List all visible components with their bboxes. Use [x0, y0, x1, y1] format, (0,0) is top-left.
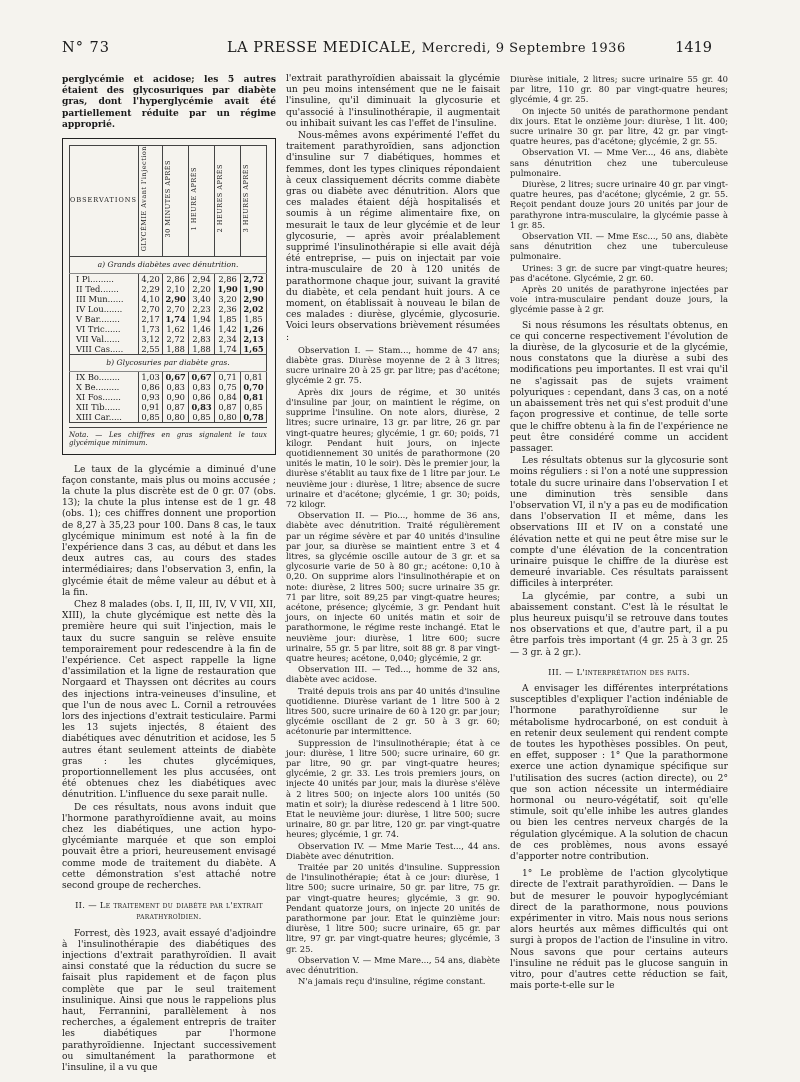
column-2 [286, 74, 500, 987]
table-cell-value: 2,94 [189, 273, 215, 284]
paragraph: 1° Le problème de l'action glycolytique directe de l'extrait parathyroïdien. — Dans le but de mesurer le pouvoir hypoglycémiant direct de la parathormone, nous pouvions expérimenter in vitro. Mais nous nous serions alors heurtés aux mêmes difficultés qui ont surgi à propos de l'action de l'insuline in vitro. Nous savons que pour certains auteurs l'insuline ne réduit pas le glucose sanguin in vitro, pour d'autres cette réduction se fait, mais porte-t-elle sur le [510, 869, 728, 992]
issue-number: N° 73 [62, 40, 110, 56]
page-header [62, 40, 712, 62]
table-cell-value: 0,85 [139, 412, 163, 423]
table-header-2: 30 MINUTES APRÈS [163, 146, 189, 257]
table-cell-value: 0,87 [215, 402, 241, 412]
intro-paragraph: perglycémie et acidose; les 5 autres étaient des glycosuriques par diabète gras, dont l'hyperglycémie avait été partiellement réduite par un régime approprié. [62, 74, 276, 130]
table-cell-value: 1,03 [139, 371, 163, 382]
table-cell-name: I Pi......... [70, 273, 139, 284]
table-cell-value: 1,65 [241, 344, 267, 355]
table-cell-value: 2,70 [139, 304, 163, 314]
table-row [70, 382, 267, 392]
observation-6: Observation VI. — Mme Ver..., 46 ans, diabète sans dénutrition chez une tuberculeuse pulmonaire. [510, 147, 728, 178]
table-cell-name: XII Tib...... [70, 402, 139, 412]
column-3 [510, 74, 728, 993]
table-cell-value: 0,85 [189, 412, 215, 423]
table-header-1: GLYCÉMIE Avant l'injection [139, 146, 163, 257]
table-cell-value: 2,13 [241, 334, 267, 344]
table-group-label: b) Glycosuries par diabète gras. [70, 354, 267, 371]
observation-3: Observation III. — Ted..., homme de 32 ans, diabète avec acidose. [286, 664, 500, 685]
paragraph: Forrest, dès 1923, avait essayé d'adjoindre à l'insulinothérapie des diabétiques des injections d'extrait parathyroïdien. Il avait ainsi constaté que la réduction du sucre se faisait plus rapidement et de façon plus complète que par le seul traitement insulinique. Ainsi que nous le rappelions plus haut, Ferrannini, parallèlement à nos recherches, a également entrepris de traiter les diabétiques par l'hormone parathyroïdienne. Injectant successivement ou simultanément la parathormone et l'insuline, il a vu que [62, 928, 276, 1074]
table-cell-value: 2,55 [139, 344, 163, 355]
table-cell-value: 0,84 [215, 392, 241, 402]
observation-5: Observation V. — Mme Mare..., 54 ans, diabète avec dénutrition. [286, 954, 500, 976]
observation-4-detail: Traitée par 20 unités d'insuline. Suppression de l'insulinothérapie; état à ce jour: diurèse, 1 litre 500; sucre urinaire, 50 gr. par litre, 75 gr. par vingt-quatre heures; glycémie, 3 gr. 90. Pendant quatorze jours, on injecte 20 unités de parathormone par jour. Etat le quinzième jour: diurèse, 1 litre 500; sucre urinaire, 65 gr. par litre, 97 gr. par vingt-quatre heures; glycémie, 3 gr. 25. [286, 862, 500, 954]
column-1 [62, 74, 276, 1075]
table-cell-value: 0,81 [241, 392, 267, 402]
table-group-row [70, 354, 267, 371]
table-header-observations: OBSERVATIONS [70, 146, 139, 257]
table-cell-value: 0,85 [241, 402, 267, 412]
table-row [70, 294, 267, 304]
table-cell-value: 2,83 [189, 334, 215, 344]
paragraph: Les résultats obtenus sur la glycosurie sont moins réguliers : si l'on a noté une suppression totale du sucre urinaire dans l'observation I et une diminution très sensible dans l'observation VI, il n'y a pas eu de modification dans l'observation II et même, dans les observations III et IV on a constaté une élévation nette et qui ne peut être mise sur le compte d'une élévation de la concentration urinaire puisque le chiffre de la diurèse est demeuré invariable. Ces résultats paraissent difficiles à interpréter. [510, 456, 729, 590]
table-cell-value: 2,10 [163, 284, 189, 294]
table-cell-value: 4,20 [139, 273, 163, 284]
observation-7: Observation VII. — Mme Esc..., 50 ans, diabète sans dénutrition chez une tuberculeuse pulmonaire. [510, 231, 728, 262]
table-cell-value: 3,20 [215, 294, 241, 304]
table-cell-value: 2,29 [139, 284, 163, 294]
table-note: Nota. — Les chiffres en gras signalent le taux glycémique minimum. [69, 427, 267, 448]
table-cell-value: 0,91 [139, 402, 163, 412]
table-cell-value: 1,62 [163, 324, 189, 334]
table-cell-value: 0,90 [163, 392, 189, 402]
table-cell-value: 1,74 [215, 344, 241, 355]
table-cell-value: 0,70 [241, 382, 267, 392]
table-cell-value: 0,71 [215, 371, 241, 382]
table-cell-value: 2,20 [189, 284, 215, 294]
table-header-4: 2 HEURES APRÈS [215, 146, 241, 257]
table-cell-value: 0,75 [215, 382, 241, 392]
table-cell-value: 1,90 [241, 284, 267, 294]
table-row [70, 402, 267, 412]
table-row [70, 273, 267, 284]
glycemia-table-box [62, 138, 276, 455]
paragraph: l'extrait parathyroïdien abaissait la glycémie un peu moins intensément que ne le faisait l'insuline, qu'il diminuait la glycosurie et qu'associé à l'insulinothérapie, il augmentait ou inhibait suivant les cas l'effet de l'insuline. [286, 74, 500, 129]
table-header-5: 3 HEURES APRÈS [241, 146, 267, 257]
paragraph: Nous-mêmes avons expérimenté l'effet du traitement parathyroïdien, sans adjonction d'insuline sur 7 diabétiques, hommes et femmes, dont les types cliniques répondaient à ceux classiquement décrits comme diabète gras ou diabète avec dénutrition. Alors que ces malades étaient déjà hospitalisés et soumis à un régime alimentaire fixe, on mesurait le taux de leur glycémie et de leur glycosurie, — après avoir préalablement supprimé l'insulinothérapie si elle avait déjà été entreprise, — puis on injectait par voie intra-musculaire de 20 à 120 unités de parathormone chaque jour, suivant la gravité du diabète, et cela pendant huit jours. A ce moment, on établissait à nouveau le bilan de ces malades : diurèse, glycémie, glycosurie. Voici leurs observations brièvement résumées : [286, 131, 500, 343]
table-cell-value: 2,72 [241, 273, 267, 284]
table-cell-value: 2,36 [215, 304, 241, 314]
table-cell-value: 0,83 [189, 402, 215, 412]
table-cell-value: 2,70 [163, 304, 189, 314]
table-cell-name: IX Bo........ [70, 371, 139, 382]
paragraph: Chez 8 malades (obs. I, II, III, IV, V VII, XII, XIII), la chute glycémique est nette dès la première heure qui suit l'injection, mais le taux du sucre sanguin se relève ensuite temporairement pour redescendre à la fin de l'expérience. Cet aspect rappelle la ligne d'assimilation et la ligne de restauration que Norgaard et Thayssen ont décrites au cours des injections intra-veineuses d'insuline, et que l'un de nous avec L. Cornil a retrouvées lors des injections d'extrait testiculaire. Parmi les 13 sujets injectés, 8 étaient des diabétiques avec dénutrition et acidose, les 5 autres étant seulement atteints de diabète gras : les chutes glycémiques, proportionnellement les plus accusées, ont été obtenues chez les diabétiques avec dénutrition. L'influence du sexe parait nulle. [62, 599, 276, 801]
table-cell-value: 2,86 [163, 273, 189, 284]
table-cell-name: VIII Cas..... [70, 344, 139, 355]
table-cell-value: 0,83 [163, 382, 189, 392]
table-row [70, 344, 267, 355]
table-cell-value: 1,85 [215, 314, 241, 324]
table-cell-value: 1,94 [189, 314, 215, 324]
table-row [70, 284, 267, 294]
table-cell-value: 4,10 [139, 294, 163, 304]
table-cell-value: 1,88 [189, 344, 215, 355]
table-cell-value: 1,26 [241, 324, 267, 334]
observation-1: Observation I. — Stam..., homme de 47 ans; diabète gras. Diurèse moyenne de 2 à 3 litres; sucre urinaire 20 à 25 gr. par litre; pas d'acétone; glycémie 2 gr. 75. [286, 344, 500, 386]
page-number: 1419 [675, 40, 712, 56]
observation-5-detail: N'a jamais reçu d'insuline, régime constant. [298, 976, 486, 987]
observation-7-detail: Urines: 3 gr. de sucre par vingt-quatre heures; pas d'acétone. Glycémie, 2 gr. 60. [510, 262, 728, 283]
table-cell-value: 1,85 [241, 314, 267, 324]
observation-5-detail: On injecte 50 unités de parathormone pendant dix jours. Etat le onzième jour: diurèse, 1 lit. 400; sucre urinaire 30 gr. par litre, 42 gr. par vingt-quatre heures, pas d'acétone; glycémie, 2 gr. 55. [510, 105, 728, 147]
section-title: II. — Le traitement du diabète par l'extrait parathyroïdien. [75, 900, 263, 922]
table-cell-value: 0,67 [163, 371, 189, 382]
observation-3-detail: Suppression de l'insulinothérapie; état à ce jour: diurèse, 1 litre 500; sucre urinaire, 60 gr. par litre, 90 gr. par vingt-quatre heures; glycémie, 2 gr. 33. Les trois premiers jours, on injecte 40 unités par jour, mais la diurèse s'élève à 2 litres 500; on injecte alors 100 unités (50 matin et soir); la diurèse redescend à 1 litre 500. Etat le neuvième jour: diurèse, 1 litre 500; sucre urinaire, 80 gr. par litre, 120 gr. par vingt-quatre heures; glycémie, 1 gr. 74. [286, 737, 500, 840]
table-cell-name: VII Val...... [70, 334, 139, 344]
table-row [70, 334, 267, 344]
table-cell-value: 2,72 [163, 334, 189, 344]
table-cell-name: V Bar........ [70, 314, 139, 324]
table-cell-value: 0,86 [139, 382, 163, 392]
table-row [70, 314, 267, 324]
table-cell-value: 1,46 [189, 324, 215, 334]
table-cell-value: 1,88 [163, 344, 189, 355]
table-cell-value: 0,83 [189, 382, 215, 392]
table-cell-value: 2,02 [241, 304, 267, 314]
table-cell-value: 0,80 [163, 412, 189, 423]
paragraph: Le taux de la glycémie a diminué d'une façon constante, mais plus ou moins accusée ; la chute la plus discrète est de 0 gr. 07 (obs. 13); la chute la plus intense est de 1 gr. 48 (obs. 1); ces chiffres donnent une proportion de 8,27 à 35,23 pour 100. Dans 8 cas, le taux glycémique minimum est noté à la fin de l'expérience dans 3 cas, au début et dans les deux autres cas, au cours des stades intermédiaires; dans l'observation 3, enfin, la glycémie était de même valeur au début et à la fin. [62, 464, 276, 598]
observation-5-detail: Diurèse initiale, 2 litres; sucre urinaire 55 gr. 40 par litre, 110 gr. 80 par vingt-quatre heures; glycémie, 4 gr. 25. [510, 74, 728, 105]
table-cell-value: 0,81 [241, 371, 267, 382]
observation-3-detail: Traité depuis trois ans par 40 unités d'insuline quotidienne. Diurèse variant de 1 litre 500 à 2 litres 500, sucre urinaire de 60 à 120 gr. par jour; glycémie oscillant de 2 gr. 50 à 3 gr. 60; acétonurie par intermittence. [286, 685, 500, 737]
table-cell-value: 2,17 [139, 314, 163, 324]
table-cell-value: 1,74 [163, 314, 189, 324]
journal-title [227, 40, 626, 56]
table-cell-value: 3,40 [189, 294, 215, 304]
table-cell-name: II Ted....... [70, 284, 139, 294]
table-cell-value: 2,90 [241, 294, 267, 304]
table-cell-value: 2,90 [163, 294, 189, 304]
table-cell-name: XIII Car..... [70, 412, 139, 423]
table-header-3: 1 HEURE APRÈS [189, 146, 215, 257]
table-cell-value: 1,42 [215, 324, 241, 334]
table-row [70, 392, 267, 402]
table-cell-value: 0,87 [163, 402, 189, 412]
table-row [70, 324, 267, 334]
paragraph: A envisager les différentes interprétations susceptibles d'expliquer l'action indéniable de l'hormone parathyroïdienne sur le métabolisme hydrocarboné, on est conduit à en retenir deux seulement qui rendent compte de toutes les hypothèses possibles. On peut, en effet, supposer : 1° Que la parathormone exerce une action dynamique spécifique sur l'utilisation des sucres (action directe), ou 2° que son action nécessite un intermédiaire hormonal ou neuro-végétatif, soit qu'elle stimule, soit qu'elle inhibe les autres glandes ou bien les centres nerveux chargés de la régulation glycémique. A la solution de chacun de ces problèmes, nous avons essayé d'apporter notre contribution. [510, 683, 728, 863]
table-cell-name: X Be......... [70, 382, 139, 392]
table-cell-value: 0,86 [189, 392, 215, 402]
table-cell-value: 2,86 [215, 273, 241, 284]
paragraph: De ces résultats, nous avons induit que l'hormone parathyroïdienne avait, au moins chez les diabétiques, une action hypo-glycémiante marquée et que son emploi pouvait être a priori, heureusement envisagé comme mode de traitement du diabète. A cette démonstration s'est attaché notre second groupe de recherches. [62, 802, 276, 892]
table-cell-name: XI Fos....... [70, 392, 139, 402]
table-cell-value: 2,23 [189, 304, 215, 314]
table-cell-value: 0,78 [241, 412, 267, 423]
journal-name: LA PRESSE MEDICALE, [227, 40, 417, 56]
glycemia-table [69, 145, 267, 423]
table-row [70, 371, 267, 382]
table-cell-value: 0,93 [139, 392, 163, 402]
table-cell-value: 0,80 [215, 412, 241, 423]
table-cell-name: III Mun...... [70, 294, 139, 304]
table-cell-value: 0,67 [189, 371, 215, 382]
table-group-label: a) Grands diabètes avec dénutrition. [70, 256, 267, 273]
table-row [70, 412, 267, 423]
paragraph: La glycémie, par contre, a subi un abaissement constant. C'est là le résultat le plus heureux puisqu'il se retrouve dans toutes nos observations et que, d'autre part, il a pu être parfois très important (4 gr. 25 à 3 gr. 25 — 3 gr. à 2 gr.). [510, 591, 728, 658]
observation-2: Observation II. — Pio..., homme de 36 ans, diabète avec dénutrition. Traité régulièrement par un régime sévère et par 40 unités d'insuline par jour, sa diurèse se maintient entre 3 et 4 litres, sa glycémie oscille autour de 3 gr. et sa glycosurie varie de 50 à 80 gr.; acétone: 0,10 à 0,20. On supprime alors l'insulinothérapie et on note: diurèse, 2 litres 500; sucre urinaire 35 gr. 71 par litre, soit 89,25 par vingt-quatre heures; acétone, présence; glycémie, 3 gr. Pendant huit jours, on injecte 60 unités matin et soir de parathormone, le régime reste inchangé. Etat le neuvième jour: diurèse, 1 litre 600; sucre urinaire, 55 gr. 5 par litre, soit 88 gr. 8 par vingt-quatre heures; acétone, 0,040; glycémie, 2 gr. [286, 510, 500, 663]
table-cell-value: 3,12 [139, 334, 163, 344]
table-row [70, 304, 267, 314]
table-cell-name: IV Lou....... [70, 304, 139, 314]
table-cell-value: 2,34 [215, 334, 241, 344]
observation-1-detail: Après dix jours de régime, et 30 unités d'insuline par jour, on maintient le régime, on supprime l'insuline. On note alors, diurèse, 2 litres; sucre urinaire, 13 gr. par litre, 26 gr. par vingt-quatre heures; glycémie, 1 gr. 60; poids, 71 kilogr. Pendant huit jours, on injecte quotidiennement 30 unités de parathormone (20 unités le matin, 10 le soir). Dès le premier jour, la diurèse s'établit au taux fixe de 1 litre par jour. Le neuvième jour : diurèse, 1 litre; absence de sucre urinaire et d'acétone; glycémie, 1 gr. 30; poids, 72 kilogr. [286, 386, 500, 509]
table-cell-name: VI Tric...... [70, 324, 139, 334]
observation-6-detail: Diurèse, 2 litres; sucre urinaire 40 gr. par vingt-quatre heures, pas d'acétone; glycémie, 2 gr. 55. Reçoit pendant douze jours 20 unités par jour de parathyrone intra-musculaire, la glycémie passe à 1 gr. 85. [510, 179, 728, 230]
section-title: III. — L'interprétation des faits. [548, 666, 690, 677]
table-group-row [70, 256, 267, 273]
paragraph: Si nous résumons les résultats obtenus, en ce qui concerne respectivement l'évolution de la diurèse, de la glycosurie et de la glycémie, nous constatons que la diurèse a subi des modifications peu importantes. Il est vrai qu'il ne s'agissait pas de sujets vraiment polyuriques : cependant, dans 3 cas, on a noté un abaissement très net qui s'est produit d'une façon progressive et continue, de telle sorte que le chiffre obtenu à la fin de l'expérience ne peut être considéré comme un accident passager. [510, 320, 728, 454]
table-cell-value: 1,90 [215, 284, 241, 294]
observation-4: Observation IV. — Mme Marie Test..., 44 ans. Diabète avec dénutrition. [286, 840, 500, 861]
observation-7-detail: Après 20 unités de parathyrone injectées par voie intra-musculaire pendant douze jours, la glycémie passe à 2 gr. [510, 284, 728, 315]
table-cell-value: 1,73 [139, 324, 163, 334]
issue-date: Mercredi, 9 Septembre 1936 [421, 41, 626, 56]
